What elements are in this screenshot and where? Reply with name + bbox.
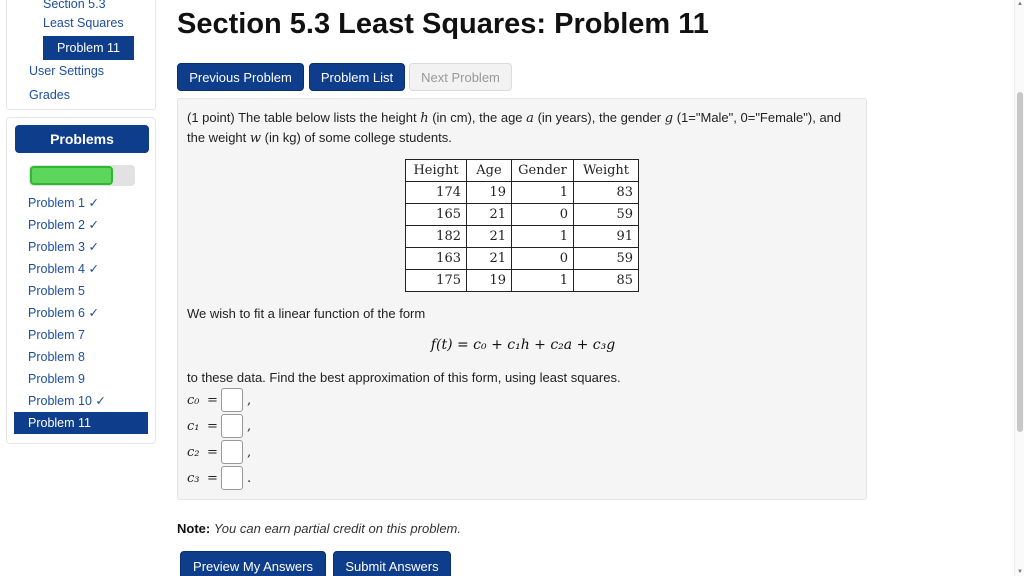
problem-list-item[interactable]: Problem 2 ✓ — [28, 218, 99, 232]
problem-list-item[interactable]: Problem 1 ✓ — [28, 196, 99, 210]
answer-input-c1[interactable] — [221, 414, 243, 438]
page-scrollbar[interactable] — [1014, 0, 1024, 576]
scrollbar-thumb[interactable] — [1017, 92, 1023, 432]
answer-row-c1: c₁ = , — [187, 413, 251, 439]
table-cell: 182 — [406, 226, 467, 248]
problem-list-button[interactable]: Problem List — [309, 63, 405, 91]
table-cell: 174 — [406, 182, 467, 204]
sidebar-link-grades[interactable]: Grades — [29, 88, 70, 102]
scroll-down-arrow-icon[interactable]: ▼ — [1017, 569, 1023, 575]
table-cell: 85 — [574, 270, 639, 292]
answer-input-c0[interactable] — [221, 388, 243, 412]
problem-list — [7, 192, 157, 434]
problem-statement: (1 point) The table below lists the height h (in cm), the age a (in years), the gender g (1="Male", 0="Female"), and the weight w (in kg) of some college students. — [187, 110, 842, 146]
problem-list-item[interactable]: Problem 6 ✓ — [28, 306, 99, 320]
note-text: You can earn partial credit on this problem. — [213, 521, 461, 536]
fit-formula: f(t) = c₀ + c₁h + c₂a + c₃g — [430, 337, 616, 353]
answer-label-c3: c₃ — [187, 470, 200, 486]
table-cell: 21 — [467, 248, 512, 270]
preview-answers-button[interactable]: Preview My Answers — [180, 551, 326, 576]
table-cell: 0 — [512, 248, 574, 270]
points-label: (1 point) — [187, 110, 235, 125]
progress-bar-fill — [30, 166, 113, 185]
approx-instruction: to these data. Find the best approximation of this form, using least squares. — [187, 370, 621, 385]
scroll-up-arrow-icon[interactable]: ▲ — [1017, 1, 1023, 7]
var-h: h — [420, 111, 429, 126]
answer-label-c0: c₀ — [187, 392, 200, 408]
problem-list-item[interactable]: Problem 7 — [28, 328, 85, 342]
problem-body — [177, 98, 867, 500]
column-header-height: Height — [406, 160, 467, 182]
sidebar-link-section[interactable]: Section 5.3 — [43, 0, 106, 11]
problem-list-item[interactable]: Problem 10 ✓ — [28, 394, 106, 408]
submit-answers-button[interactable]: Submit Answers — [333, 551, 451, 576]
table-row — [406, 248, 639, 270]
problem-list-item-current[interactable]: Problem 11 — [14, 412, 148, 434]
problem-list-item[interactable]: Problem 5 — [28, 284, 85, 298]
var-w: w — [249, 131, 262, 146]
column-header-gender: Gender — [512, 160, 574, 182]
table-cell: 21 — [467, 226, 512, 248]
table-cell: 21 — [467, 204, 512, 226]
column-header-weight: Weight — [574, 160, 639, 182]
table-cell: 175 — [406, 270, 467, 292]
answer-row-c3: c₃ = . — [187, 465, 251, 491]
column-header-age: Age — [467, 160, 512, 182]
note-label: Note: — [177, 521, 211, 536]
problems-panel — [6, 117, 156, 444]
answer-input-c3[interactable] — [221, 466, 243, 490]
table-row — [406, 270, 639, 292]
next-problem-button: Next Problem — [409, 63, 512, 91]
table-cell: 163 — [406, 248, 467, 270]
fit-instruction: We wish to fit a linear function of the form — [187, 306, 426, 321]
sidebar-link-user-settings[interactable]: User Settings — [29, 64, 105, 78]
table-row — [406, 182, 639, 204]
table-header-row — [406, 160, 639, 182]
table-cell: 1 — [512, 182, 574, 204]
table-cell: 59 — [574, 248, 639, 270]
sidebar-link-least-squares[interactable]: Least Squares — [43, 16, 124, 30]
progress-bar — [29, 165, 135, 186]
answer-row-c0: c₀ = , — [187, 387, 251, 413]
sidebar-nav — [6, 0, 156, 110]
problem-list-item[interactable]: Problem 4 ✓ — [28, 262, 99, 276]
table-cell: 19 — [467, 182, 512, 204]
table-row — [406, 226, 639, 248]
table-cell: 165 — [406, 204, 467, 226]
previous-problem-button[interactable]: Previous Problem — [177, 63, 304, 91]
sidebar-current-problem[interactable]: Problem 11 — [43, 36, 134, 60]
answer-input-c2[interactable] — [221, 440, 243, 464]
page-title: Section 5.3 Least Squares: Problem 11 — [177, 8, 709, 40]
answer-label-c2: c₂ — [187, 444, 200, 460]
table-cell: 0 — [512, 204, 574, 226]
table-cell: 1 — [512, 226, 574, 248]
answer-label-c1: c₁ — [187, 418, 200, 434]
table-cell: 83 — [574, 182, 639, 204]
problem-list-item[interactable]: Problem 8 — [28, 350, 85, 364]
data-table — [405, 159, 639, 292]
answer-row-c2: c₂ = , — [187, 439, 251, 465]
table-cell: 19 — [467, 270, 512, 292]
partial-credit-note — [177, 521, 461, 536]
table-cell: 1 — [512, 270, 574, 292]
problem-list-item[interactable]: Problem 3 ✓ — [28, 240, 99, 254]
table-row — [406, 204, 639, 226]
problems-header: Problems — [15, 125, 149, 153]
var-g: g — [664, 111, 674, 126]
table-cell: 91 — [574, 226, 639, 248]
table-body — [406, 182, 639, 292]
table-cell: 59 — [574, 204, 639, 226]
problem-list-item[interactable]: Problem 9 — [28, 372, 85, 386]
var-a: a — [526, 111, 534, 126]
